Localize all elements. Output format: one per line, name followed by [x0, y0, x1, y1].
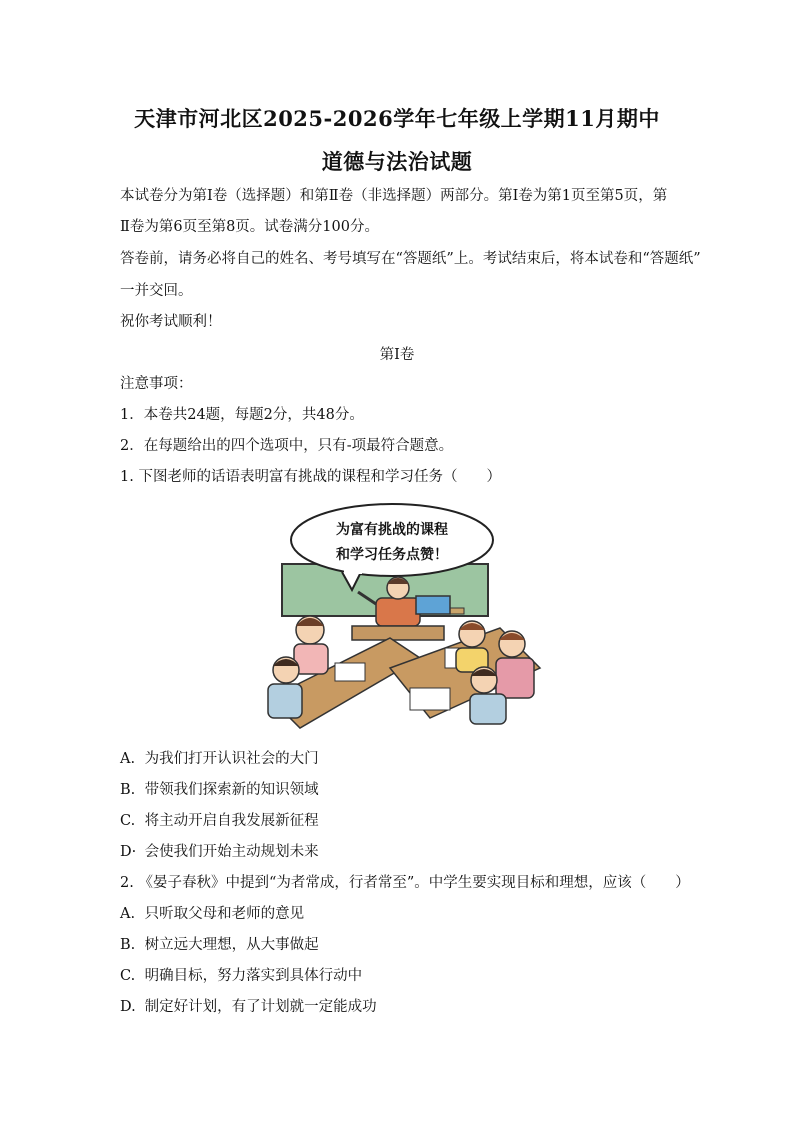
option-letter: B. — [120, 782, 136, 798]
intro-line: 答卷前，请务必将自己的姓名、考号填写在“答题纸”上。考试结束后，将本试卷和“答题纸” — [120, 251, 701, 267]
notice-item: 2．在每题给出的四个选项中，只有-项最符合题意。 — [120, 438, 454, 454]
option-1D — [120, 842, 319, 862]
option-text: 带领我们探索新的知识领域 — [144, 782, 319, 798]
student-figure — [294, 616, 328, 674]
option-letter: D. — [120, 999, 136, 1015]
intro-line: 本试卷分为第Ⅰ卷（选择题）和第Ⅱ卷（非选择题）两部分。第Ⅰ卷为第1页至第5页，第 — [120, 188, 668, 204]
bubble-text: 和学习任务点赞！ — [336, 547, 448, 563]
option-text: 树立远大理想，从大事做起 — [144, 937, 319, 953]
bubble-text: 为富有挑战的课程 — [336, 522, 448, 538]
option-letter: A. — [120, 906, 136, 922]
student-figure — [496, 631, 534, 698]
intro-line: Ⅱ卷为第6页至第8页。试卷满分100分。 — [120, 219, 379, 235]
option-2C — [120, 966, 362, 986]
option-text: 明确目标，努力落实到具体行动中 — [144, 968, 363, 984]
option-1B — [120, 780, 319, 800]
option-text: 只听取父母和老师的意见 — [144, 906, 305, 922]
option-2A — [120, 904, 304, 924]
notice-item: 1．本卷共24题，每题2分，共48分。 — [120, 407, 364, 423]
option-text: 将主动开启自我发展新征程 — [144, 813, 319, 829]
question-stem: 2. 《晏子春秋》中提到“为者常成，行者常至”。中学生要实现目标和理想，应该（ ） — [120, 875, 690, 891]
exam-subject: 道德与法治试题 — [321, 149, 473, 174]
student-figure — [268, 657, 302, 718]
option-2B — [120, 935, 319, 955]
notice-title: 注意事项： — [120, 376, 193, 392]
intro-line: 一并交回。 — [120, 283, 193, 299]
option-letter: A. — [120, 751, 136, 767]
intro-line: 祝你考试顺利！ — [120, 314, 222, 330]
option-2D — [120, 997, 377, 1017]
option-1C — [120, 811, 319, 831]
classroom-illustration — [240, 498, 554, 744]
question-stem: 1. 下图老师的话语表明富有挑战的课程和学习任务（ ） — [120, 469, 501, 485]
option-text: 为我们打开认识社会的大门 — [144, 751, 319, 767]
option-letter: B. — [120, 937, 136, 953]
option-letter: C. — [120, 968, 136, 984]
speech-bubble — [291, 504, 493, 576]
option-1A — [120, 749, 319, 769]
option-letter: C. — [120, 813, 136, 829]
section-heading: 第Ⅰ卷 — [379, 347, 415, 363]
option-letter: D· — [120, 844, 137, 860]
option-text: 制定好计划，有了计划就一定能成功 — [144, 999, 377, 1015]
option-text: 会使我们开始主动规划未来 — [144, 844, 319, 860]
exam-title: 天津市河北区2025-2026学年七年级上学期11月期中 — [134, 106, 660, 131]
